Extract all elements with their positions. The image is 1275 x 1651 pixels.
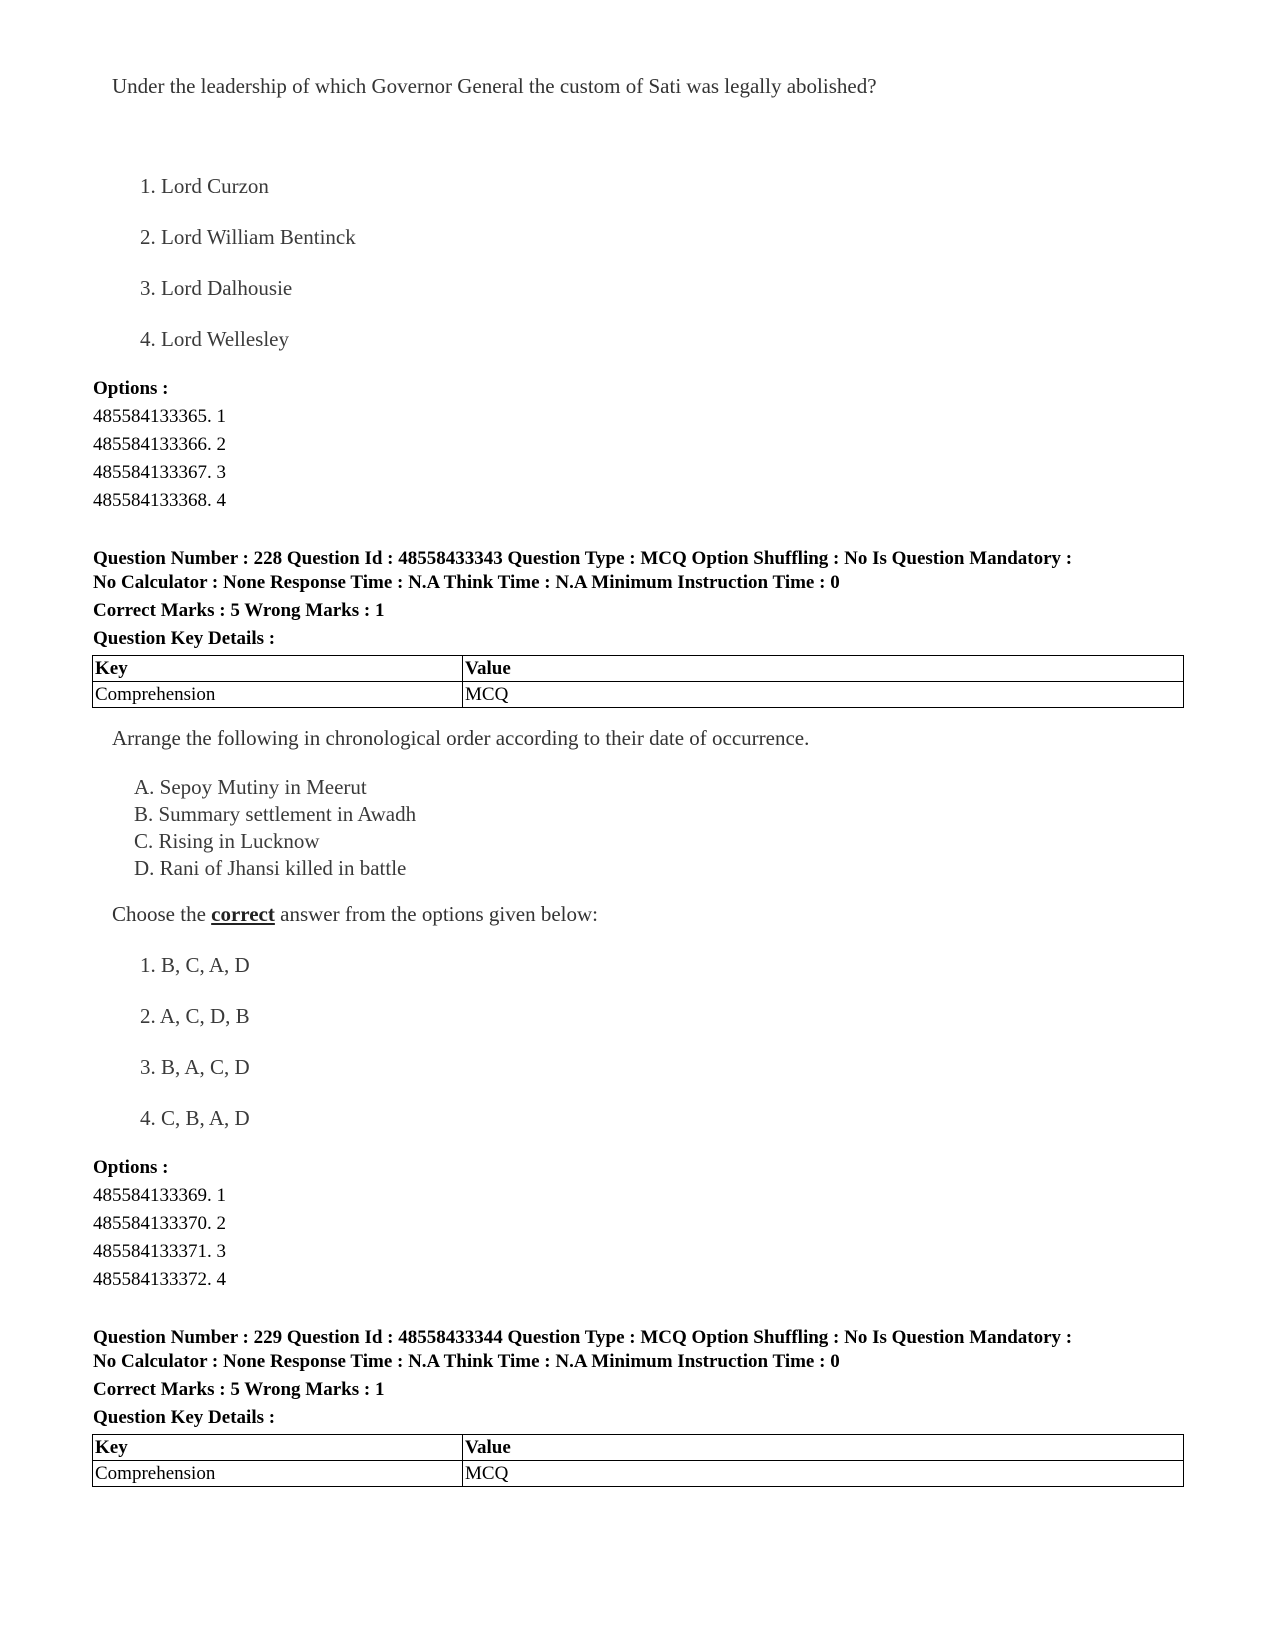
q229-key-details-table (92, 1434, 1184, 1487)
q228-question-text: Arrange the following in chronological order according to their date of occurrence. (112, 726, 810, 750)
q227-choice-1: 1. Lord Curzon (140, 174, 269, 198)
q227-option-id-3: 485584133367. 3 (93, 462, 226, 483)
q227-option-id-1: 485584133365. 1 (93, 406, 226, 427)
q227-option-id-4: 485584133368. 4 (93, 490, 226, 511)
table-header-key: Key (93, 656, 463, 682)
q228-key-details-table (92, 655, 1184, 708)
q228-instruction-emphasis: correct (211, 902, 275, 926)
table-cell-value: MCQ (463, 1461, 1184, 1487)
q229-meta (93, 1326, 1183, 1374)
q228-instruction (112, 902, 598, 927)
q228-marks: Correct Marks : 5 Wrong Marks : 1 (93, 600, 385, 621)
table-row (93, 682, 1184, 708)
q229-meta-line-2: No Calculator : None Response Time : N.A Think Time : N.A Minimum Instruction Time : 0 (93, 1351, 840, 1372)
q228-meta-line-2: No Calculator : None Response Time : N.A Think Time : N.A Minimum Instruction Time : 0 (93, 572, 840, 593)
q227-choice-4: 4. Lord Wellesley (140, 327, 289, 351)
q228-option-id-1: 485584133369. 1 (93, 1185, 226, 1206)
q228-option-id-3: 485584133371. 3 (93, 1241, 226, 1262)
q228-statement-b: B. Summary settlement in Awadh (134, 802, 417, 826)
q227-option-id-2: 485584133366. 2 (93, 434, 226, 455)
q228-choice-4: 4. C, B, A, D (140, 1106, 250, 1130)
q228-statements (134, 774, 416, 882)
q228-meta-line-1: Question Number : 228 Question Id : 48558433343 Question Type : MCQ Option Shuffling : No Is Question Mandatory : (93, 548, 1073, 569)
q228-options-label: Options : (93, 1157, 169, 1178)
q229-marks: Correct Marks : 5 Wrong Marks : 1 (93, 1379, 385, 1400)
q227-options-label: Options : (93, 378, 169, 399)
q228-choice-1: 1. B, C, A, D (140, 953, 250, 977)
q229-meta-line-1: Question Number : 229 Question Id : 48558433344 Question Type : MCQ Option Shuffling : No Is Question Mandatory : (93, 1327, 1073, 1348)
table-header-value: Value (463, 656, 1184, 682)
q228-meta (93, 547, 1183, 595)
table-cell-key: Comprehension (93, 1461, 463, 1487)
table-header-key: Key (93, 1435, 463, 1461)
q228-option-id-2: 485584133370. 2 (93, 1213, 226, 1234)
table-header-value: Value (463, 1435, 1184, 1461)
q228-statement-d: D. Rani of Jhansi killed in battle (134, 856, 407, 880)
table-header-row (93, 656, 1184, 682)
q227-question-text: Under the leadership of which Governor General the custom of Sati was legally abolished? (112, 74, 877, 98)
table-header-row (93, 1435, 1184, 1461)
q228-statement-c: C. Rising in Lucknow (134, 829, 320, 853)
q228-choice-3: 3. B, A, C, D (140, 1055, 250, 1079)
table-row (93, 1461, 1184, 1487)
q228-option-id-4: 485584133372. 4 (93, 1269, 226, 1290)
q228-key-details-label: Question Key Details : (93, 628, 276, 649)
table-cell-value: MCQ (463, 682, 1184, 708)
q228-instruction-suffix: answer from the options given below: (274, 902, 598, 926)
q228-choice-2: 2. A, C, D, B (140, 1004, 250, 1028)
q228-instruction-prefix: Choose the (112, 902, 212, 926)
q229-key-details-label: Question Key Details : (93, 1407, 276, 1428)
q227-choice-3: 3. Lord Dalhousie (140, 276, 293, 300)
q227-choice-2: 2. Lord William Bentinck (140, 225, 356, 249)
table-cell-key: Comprehension (93, 682, 463, 708)
q228-statement-a: A. Sepoy Mutiny in Meerut (134, 775, 367, 799)
